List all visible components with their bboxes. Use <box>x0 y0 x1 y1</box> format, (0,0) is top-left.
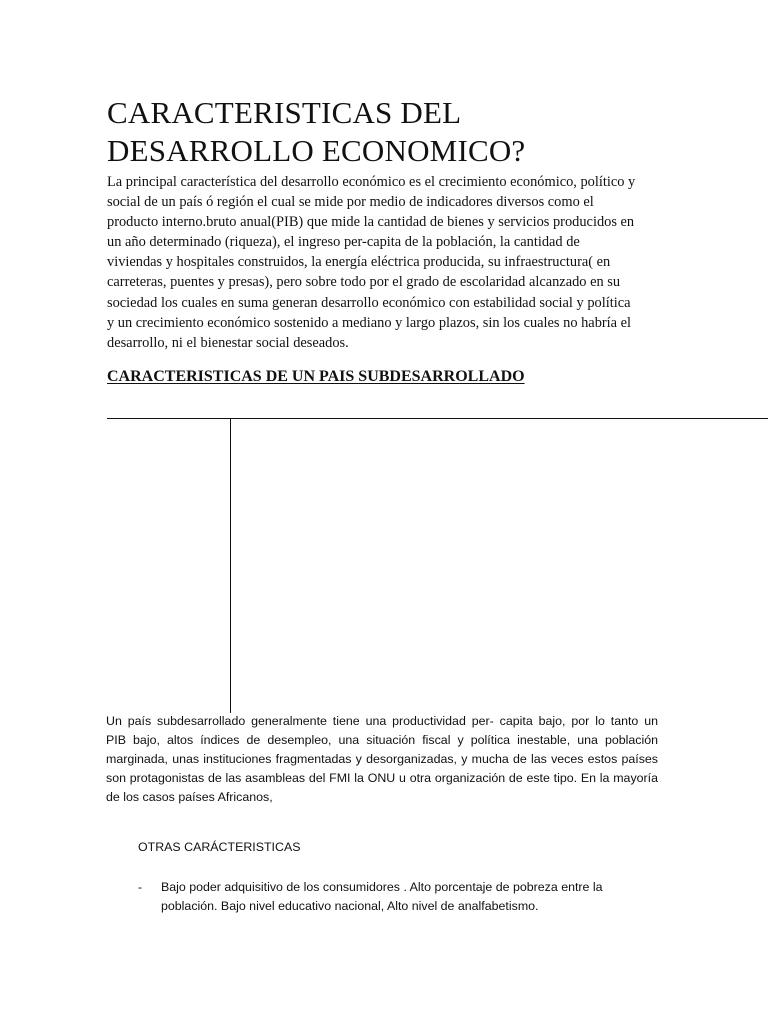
bullet-list <box>138 878 658 916</box>
intro-line: sociedad los cuales en suma generan desarrollo económico con estabilidad social y política <box>107 294 631 311</box>
title-line-2: DESARROLLO ECONOMICO? <box>107 133 526 168</box>
vertical-rule <box>230 419 231 713</box>
list-item-line: población. Bajo nivel educativo nacional, Alto nivel de analfabetismo. <box>161 899 539 913</box>
intro-line: y un crecimiento económico sostenido a mediano y largo plazos, sin los cuales no habría el <box>107 314 632 331</box>
list-item <box>138 878 658 916</box>
body-paragraph <box>106 712 658 807</box>
list-item-line: Bajo poder adquisitivo de los consumidores . Alto porcentaje de pobreza entre la <box>161 880 603 894</box>
intro-line: un año determinado (riqueza), el ingreso per-capita de la población, la cantidad de <box>107 234 580 251</box>
body-line: marginada, unas instituciones fragmentadas y desorganizadas, y mucha de las veces estos países <box>106 752 658 766</box>
intro-line: viviendas y hospitales construidos, la energía eléctrica producida, su infraestructura( en <box>107 254 611 271</box>
intro-line: La principal característica del desarrollo económico es el crecimiento económico, político y <box>107 174 636 190</box>
document-title <box>107 94 667 170</box>
section-subheading: CARACTERISTICAS DE UN PAIS SUBDESARROLLADO <box>107 368 525 385</box>
body-line: Un país subdesarrollado generalmente tiene una productividad per- capita bajo, por lo tanto un <box>106 714 658 728</box>
intro-line: carreteras, puentes y presas), pero sobre todo por el grado de escolaridad alcanzado en su <box>107 274 621 291</box>
body-line: son protagonistas de las asambleas del FMI la ONU u otra organización de este tipo. En la mayoría <box>106 771 658 785</box>
horizontal-rule <box>107 418 768 419</box>
body-line: PIB bajo, altos índices de desempleo, una situación fiscal y política inestable, una población <box>106 733 658 747</box>
title-line-1: CARACTERISTICAS DEL <box>107 95 462 130</box>
body-line: de los casos países Africanos, <box>106 790 273 804</box>
intro-paragraph <box>107 172 667 353</box>
otras-heading: OTRAS CARÁCTERISTICAS <box>138 840 301 854</box>
intro-line: desarrollo, ni el bienestar social deseados. <box>107 334 349 351</box>
intro-line: social de un país ó región el cual se mide por medio de indicadores diversos como el <box>107 194 594 211</box>
intro-line: producto interno.bruto anual(PIB) que mide la cantidad de bienes y servicios producidos en <box>107 214 635 231</box>
bullet-dash: - <box>138 880 143 894</box>
